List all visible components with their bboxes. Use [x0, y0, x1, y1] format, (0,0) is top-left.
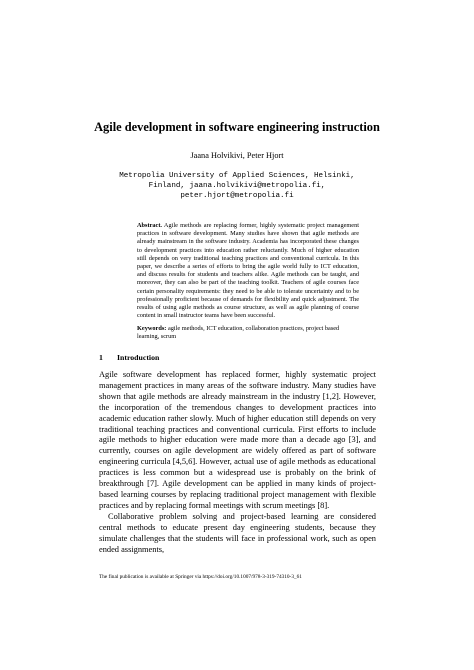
paper-title: Agile development in software engineering instruction	[94, 120, 380, 134]
publication-footnote: The final publication is available at Springer via https://doi.org/10.1007/978-3-319-74310-3_61	[99, 574, 302, 580]
affiliation-line: Metropolia University of Applied Sciences, Helsinki,	[119, 172, 355, 180]
keywords-text: agile methods, ICT education, collaboration practices, project based learning, scrum	[137, 325, 340, 341]
affiliation-line: peter.hjort@metropolia.fi	[180, 192, 294, 201]
affiliation-block	[100, 171, 374, 202]
section-body	[99, 370, 376, 555]
keywords-label: Keywords:	[137, 325, 167, 332]
author-list: Jaana Holvikivi, Peter Hjort	[190, 151, 284, 160]
section-title: Introduction	[117, 353, 160, 362]
section-number: 1	[99, 353, 103, 362]
affiliation-line: Finland, jaana.holvikivi@metropolia.fi,	[148, 182, 326, 191]
keywords	[137, 325, 359, 341]
section-heading	[99, 353, 159, 362]
abstract-text: Agile methods are replacing former, highly systematic project management practices in software development. Many studies have shown that agile methods are already mainstream in the software industry. Academia has incorporated these changes to development practices into education rather reluctantly. Much of higher education still depends on very traditional teaching practices and conventional curricula. In this paper, we describe a series of efforts to bring the agile world fully to ICT education, and discuss results for students and teachers alike. Agile methods can be taught, and moreover, they can also be part of the teaching toolkit. Teachers of agile courses face certain personality requirements: they need to be able to tolerate uncertainty and to be professionally proficient because of demands for flexibility and quick adjustment. The results of using agile methods as course structure, as well as agile planning of course content in small instructor teams have been successful.	[137, 222, 359, 320]
abstract	[137, 222, 359, 320]
abstract-label: Abstract.	[137, 222, 163, 229]
body-paragraph: Collaborative problem solving and project-based learning are considered central methods to educate present day engineering students, because they simulate challenges that the students will face in professional work, such as open ended assignments,	[99, 511, 376, 554]
body-paragraph: Agile software development has replaced former, highly systematic project management practices in many areas of the software industry. Many studies have shown that agile methods are already mainstream in the industry [1,2]. However, the incorporation of the tremendous changes to development practices into academic education rather slowly. Much of higher education still depends on very traditional teaching practices and conventional curricula. First efforts to include agile methods to higher education were made more than a decade ago [3], and currently, courses on agile development are widely offered as part of software engineering curricula [4,5,6]. However, actual use of agile methods as educational practices is less common but a widespread use is probably on the brink of breakthrough [7]. Agile development can be applied in many kinds of project-based learning courses by replacing traditional project management with flexible practices and by replacing formal meetings with scrum meetings [8].	[99, 370, 376, 510]
